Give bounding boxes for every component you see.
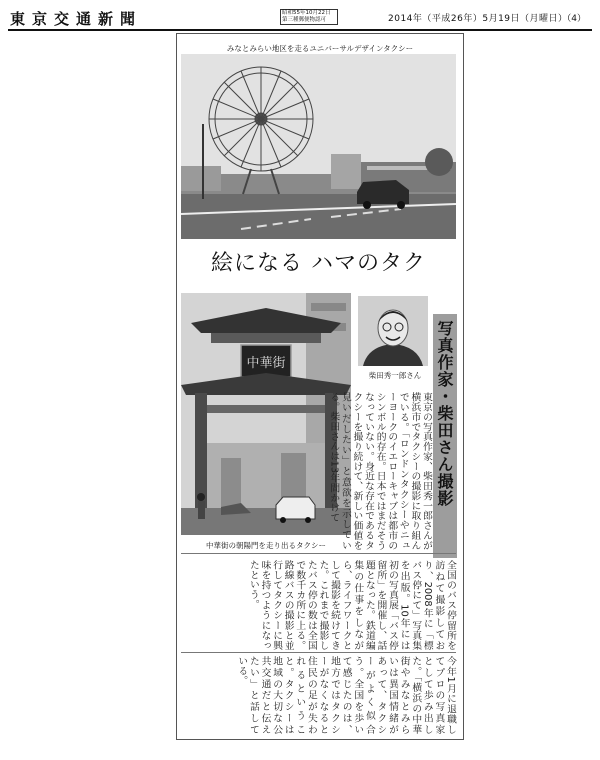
masthead [8,8,592,26]
issue-date: 2014年（平成26年）5月19日（月曜日） [388,14,568,24]
portrait-art [358,296,428,366]
portrait-photo [358,296,428,366]
body-text-top: 東京の写真作家、柴田秀一郎さんが横浜市でタクシーの撮影に取り組んでいる。「ロンドンタクシーやニューヨークのイエローキャブは都市のシンボル的存在。日本ではまだそうなっていない。身近な存在であるタクシーを撮り続けて、新しい価値を見いだしたい」と意欲を示している。柴田さんは13年間かけて [328,392,432,550]
permit-line-1: 昭和55年10月22日 [282,10,331,16]
newspaper-title: 東京交通新聞 [10,10,143,28]
headline: 絵になる ハマのタク [211,251,426,276]
column-divider [181,553,456,554]
column-divider [181,652,456,653]
body-text-middle: 全国のバス停留所を訪ねて撮影しており、2008年に「標 バス停にて」写真集を出版。10年には初の写真展「バス停留所」を開催し、話題となった。鉄道編集の仕事をしながら、ライフワークとして撮影を続けてきた。これまで撮影したバス停の数は全国で数千カ所に上る。路線バスの撮影と並行してタクシーに興味を持つようになったという。 [247,560,456,650]
subhead: 写真作家・柴田さん撮影 [435,320,454,507]
chinatown-gate-photo [181,293,351,535]
gate-photo-caption: 中華街の朝陽門を走り出るタクシー [206,541,326,550]
ferris-wheel-photo [181,54,456,239]
postal-permit [280,9,338,25]
chinatown-gate-photo-art [181,293,351,535]
body-text-bottom: 今年1月に退職してプロの写真家として歩み出した。「横浜の中華街やみなとみらいは異国情緒があって、タクシーがよく似合う。全国を歩いて感じたのは、地方ではタクシーがなくなると住民の足が失われるということ。タクシーは地域の大切な公共交通だと伝えたい」と話している。 [236,656,456,734]
permit-line-2: 第三種郵便物認可 [282,17,327,23]
portrait-caption: 柴田秀一郎さん [368,371,422,380]
ferris-wheel-photo-art [181,54,456,239]
gate-sign-text: 中華街 [246,356,286,371]
masthead-rule [8,29,592,31]
top-photo-caption: みなとみらい地区を走るユニバーサルデザインタクシー [226,44,414,53]
page-number: （4） [562,14,586,24]
